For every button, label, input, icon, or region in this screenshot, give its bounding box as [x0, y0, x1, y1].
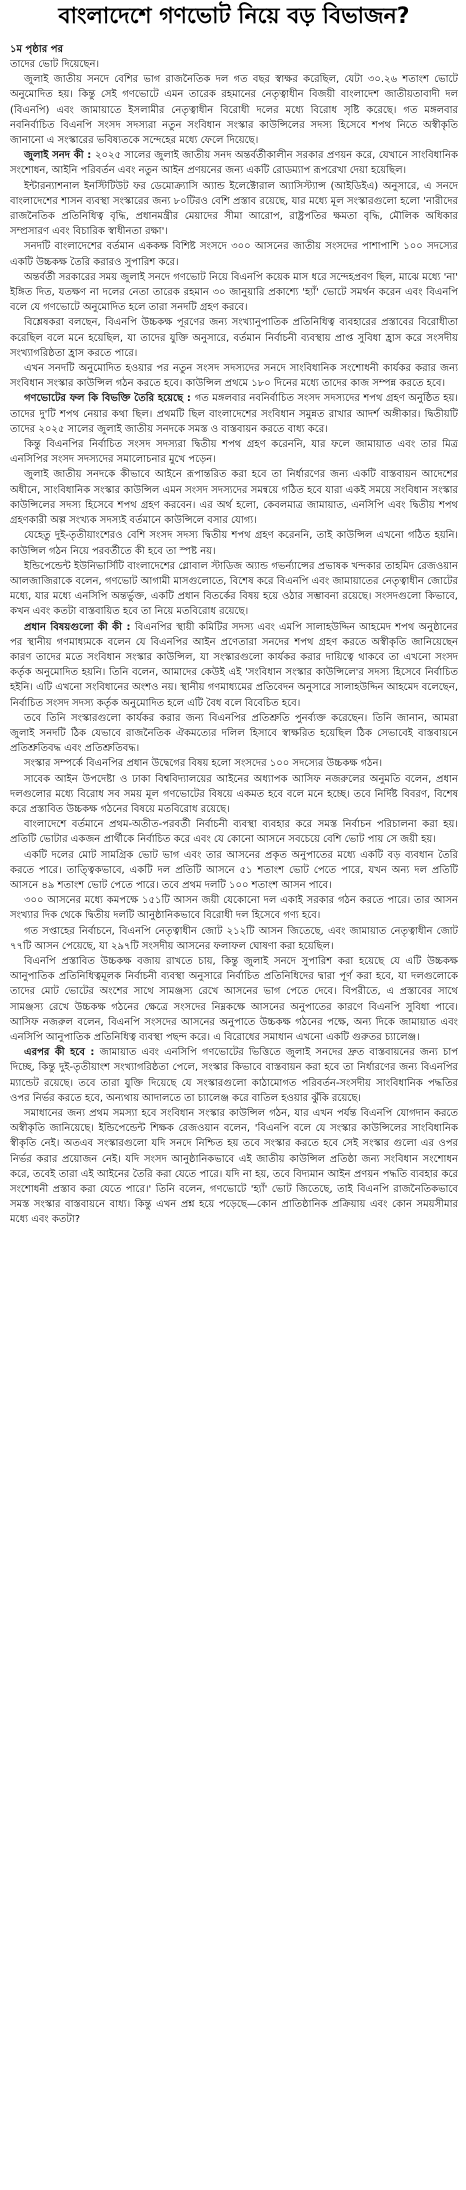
paragraph-text: একটি দলের মোট সামগ্রিক ভোট ভাগ এবং তার আসনের প্রকৃত অনুপাতের মধ্যে একটি বড় ব্যবধান তৈরি করতে পারে। তাত্ত্বিকভাবে, একটি দল প্রতিটি আসনে ৫১ শতাংশ ভোট পেতে পারে, যখন অন্য দল প্রতিটি আসনে ৪৯ শতাংশ ভোট পেতে পারে। তবে প্রথম দলটি ১০০ শতাংশ আসন পাবে।	[10, 849, 458, 891]
paragraph-text: সনদটি বাংলাদেশের বর্তমান এককক্ষ বিশিষ্ট সংসদে ৩০০ আসনের জাতীয় সংসদের পাশাপাশি ১০০ সদস্যের একটি উচ্চকক্ষ তৈরি করারও সুপারিশ করে।	[10, 241, 458, 268]
paragraph-text: এখন সনদটি অনুমোদিত হওয়ার পর নতুন সংসদ সদস্যদের সনদে সাংবিধানিক সংশোধনী কার্যকর করার জন্য সংবিধান সংস্কার কাউন্সিল গঠন করতে হবে। কাউন্সিল প্রথমে ১৮০ দিনের মধ্যে তাদের কাজ সম্পন্ন করতে হবে।	[10, 363, 458, 390]
paragraph-text: বাংলাদেশে বর্তমানে প্রথম-অতীত-পরবর্তী নির্বাচনী ব্যবস্থা ব্যবহার করে সমস্ত নির্বাচন পরিচালনা করা হয়। প্রতিটি ভোটার একজন প্রার্থীকে নির্বাচিত করে এবং যে কোনো আসনে সবচেয়ে বেশি ভোট পায় সে জয়ী হয়।	[10, 819, 458, 846]
section-lead-heading: প্রধান বিষয়গুলো কী কী :	[24, 621, 135, 633]
paragraph-text: বিএনপির স্থায়ী কমিটির সদস্য এবং এমপি সালাহউদ্দিন আহমেদ শপথ অনুষ্ঠানের পর স্থানীয় গণমাধ্যমকে বলেন যে বিএনপির আইন প্রণেতারা সনদের শপথ গ্রহণ করতে অস্বীকৃতি জানিয়েছেন কারণ তাদের মতে সংবিধান সংস্কার কাউন্সিল, যা সংস্কারগুলো কার্যকর করার দায়িত্বে থাকবে তা এখনো সংসদ কর্তৃক অনুমোদিত হয়নি। তিনি বলেন, আমাদের কেউই এই 'সংবিধান সংস্কার কাউন্সিলে'র সদস্য হিসেবে নির্বাচিত হইনি। এটি এখনো সংবিধানের অংশও নয়। স্থানীয় গণমাধ্যমের প্রতিবেদন অনুসারে সালাহউদ্দিন আহমেদ বলেছেন, নির্বাচিত সংসদ সদস্য কর্তৃক অনুমোদিত হলে এটি বৈধ বলে বিবেচিত হবে।	[10, 621, 458, 709]
body-paragraph	[10, 239, 458, 269]
paragraph-text: যেহেতু দুই-তৃতীয়াংশেরও বেশি সংসদ সদস্য দ্বিতীয় শপথ গ্রহণ করেননি, তাই কাউন্সিল এখনো গঠিত হয়নি। কাউন্সিল গঠন নিয়ে পরবর্তীতে কী হবে তা স্পষ্ট নয়।	[10, 530, 458, 557]
body-paragraph	[10, 467, 458, 528]
body-paragraph	[10, 924, 458, 954]
continued-from-page-label: ১ম পৃষ্ঠার পর	[10, 44, 63, 55]
body-paragraph	[10, 772, 458, 818]
body-paragraph	[10, 848, 458, 894]
paragraph-text: সংস্কার সম্পর্কে বিএনপির প্রধান উদ্বেগের বিষয় হলো সংসদের ১০০ সদস্যের উচ্চকক্ষ গঠন।	[24, 758, 383, 770]
paragraph-text: সাবেক আইন উপদেষ্টা ও ঢাকা বিশ্ববিদ্যালয়ের আইনের অধ্যাপক আসিফ নজরুলের অনুমতি বলেন, প্রধান দলগুলোর মধ্যে বিরোধ সব সময় মূল গণভোটের বিষয়ে একমত হবে বলে মনে হচ্ছে। তবে নির্দিষ্ট বিবরণ, বিশেষ করে প্রস্তাবিত উচ্চকক্ষ গঠনের বিষয়ে মতবিরোধ রয়েছে।	[10, 773, 458, 815]
body-paragraph	[10, 72, 458, 148]
body-paragraph	[10, 361, 458, 391]
body-paragraph	[10, 1106, 458, 1228]
body-paragraph	[10, 756, 458, 771]
paragraph-text: অন্তর্বর্তী সরকারের সময় জুলাই সনদে গণভোট নিয়ে বিএনপি কয়েক মাস ধরে সন্দেহপ্রবণ ছিল, মাঝে মধ্যে 'না' ইঙ্গিত দিত, যতক্ষণ না দলের নেতা তারেক রহমান ৩০ জানুয়ারি প্রকাশ্যে 'হ্যাঁ' ভোটে সমর্থন করেন এবং বিএনপি বলে যে গণভোটে অনুমোদিত হলে তারা সনদটি গ্রহণ করবে।	[10, 271, 458, 314]
body-paragraph	[10, 57, 458, 72]
body-paragraph	[10, 437, 458, 467]
body-paragraph	[10, 528, 458, 558]
section-lead-heading: গণভোটের ফল কি বিভক্তি তৈরি হয়েছে :	[24, 393, 195, 405]
paragraph-text: বিএনপি প্রস্তাবিত উচ্চকক্ষ বজায় রাখতে চায়, কিন্তু জুলাই সনদে সুপারিশ করা হয়েছে যে এটি উচ্চকক্ষ আনুপাতিক প্রতিনিধিত্বমূলক নির্বাচনী ব্যবস্থা অনুসারে নির্বাচিত প্রতিনিধিদের দ্বারা পূর্ণ করা হবে, যা দলগুলোকে তাদের মোট ভোটের অংশের সাথে সামঞ্জস্য রেখে আসনের ভাগ পেতে দেবে। বিপরীতে, এ প্রস্তাবের সাথে সামঞ্জস্য রেখে উচ্চকক্ষ গঠনের ক্ষেত্রে সংসদের নিম্নকক্ষে আসনের অনুপাতের কারণে বিএনপি সুবিধা পাবে। আসিফ নজরুল বলেন, বিএনপি সংসদের আসনের অনুপাতে উচ্চকক্ষ গঠনের পক্ষে, অন্য দিকে জামায়াত এবং এনসিপি আনুপাতিক প্রতিনিধিত্ব ব্যবস্থা পছন্দ করে। এ বিরোধের সমাধান এখনো একটি গুরুতর চ্যালেঞ্জ।	[10, 955, 458, 1043]
paragraph-text: গত সপ্তাহের নির্বাচনে, বিএনপি নেতৃত্বাধীন জোট ২১২টি আসন জিতেছে, এবং জামায়াত নেতৃত্বাধীন জোট ৭৭টি আসন পেয়েছে, যা ২৯৭টি সংসদীয় আসনের ফলাফল ঘোষণা করা হয়েছিল।	[10, 925, 458, 952]
section-paragraph	[10, 391, 458, 437]
section-lead-heading: এরপর কী হবে :	[24, 1047, 100, 1059]
paragraph-text: জামায়াত এবং এনসিপি গণভোটের ভিত্তিতে জুলাই সনদের দ্রুত বাস্তবায়নের জন্য চাপ দিচ্ছে, কিন্তু দুই-তৃতীয়াংশ সংখ্যাগরিষ্ঠতা পেলে, সংস্কার কিভাবে বাস্তবায়ন করা হবে তা নির্ধারণের জন্য বিএনপির ম্যান্ডেট রয়েছে। তবে তারা যুক্তি দিয়েছে যে সংস্কারগুলো কাঠামোগত পরিবর্তন-সংসদীয় সাংবিধানিক পদ্ধতির ওপর নির্ভর করতে হবে, অন্যথায় আদালতে তা চ্যালেঞ্জ করে বাতিল হওয়ার ঝুঁকি রয়েছে।	[10, 1047, 458, 1104]
paragraph-text: গত মঙ্গলবার নবনির্বাচিত সংসদ সদস্যদের শপথ গ্রহণ অনুষ্ঠিত হয়। তাদের দু'টি শপথ নেয়ার কথা ছিল। প্রথমটি ছিল বাংলাদেশের সংবিধান সমুন্নত রাখার আদর্শ অঙ্গীকার। দ্বিতীয়টি তাদের ২০২৫ সালের জুলাই জাতীয় সনদকে সমস্ত ও বাস্তবায়ন করতে বাধ্য করে।	[10, 393, 458, 435]
body-paragraph	[10, 954, 458, 1045]
body-paragraph	[10, 179, 458, 240]
section-paragraph	[10, 148, 458, 178]
body-paragraph	[10, 315, 458, 361]
paragraph-text: সমাধানের জন্য প্রথম সমস্যা হবে সংবিধান সংস্কার কাউন্সিল গঠন, যার এখন পর্যন্ত বিএনপি যোগদান করতে অস্বীকৃতি জানিয়েছে। ইন্ডিপেন্ডেন্ট শিক্ষক রেজওয়ান বলেন, 'বিএনপি বলে যে সংস্কার কাউন্সিলের সাংবিধানিক স্বীকৃতি নেই। অতএব সংস্কারগুলো যদি সনদে নিশ্চিত হয় তবে সংস্কার করতে হবে সেই সংস্কার গুলো এর ওপর নির্ভর করার প্রয়োজন নেই। যদি সংসদ আনুষ্ঠানিকভাবে এই জাতীয় কাউন্সিল প্রতিষ্ঠা জন্য সংবিধান সংশোধন করে, তবেই তারা এই আইনের তৈরি করা যেতে পারে। যদি না হয়, তবে বিদ্যমান আইন প্রণয়ন পদ্ধতি ব্যবহার করে সংশোধনী প্রস্তাব করা যেতে পারে।' তিনি বলেন, গণভোটে 'হ্যাঁ' ভোট জিতেছে, তাই বিএনপি রাজনৈতিকভাবে সমস্ত সংস্কার বাস্তবায়নে বাধ্য। কিন্তু এখন প্রশ্ন হয়ে পড়েছে—কোন প্রাতিষ্ঠানিক প্রক্রিয়ায় এবং কোন সময়সীমার মধ্যে এবং কতটা?	[10, 1108, 458, 1226]
paragraph-text: ইন্টারন্যাশনাল ইনস্টিটিউট ফর ডেমোক্র্যাসি অ্যান্ড ইলেক্টোরাল অ্যাসিস্ট্যান্স (আইডিইএ) অনুসারে, এ সনদে বাংলাদেশের শাসন ব্যবস্থা সংস্কারের জন্য ৮০টিরও বেশি প্রস্তাব রয়েছে, যার মধ্যে মূল সংস্কারগুলো হলো 'নারীদের রাজনৈতিক প্রতিনিধিত্ব বৃদ্ধি, প্রধানমন্ত্রীর মেয়াদের সীমা আরোপ, রাষ্ট্রপতির ক্ষমতা বৃদ্ধি, মৌলিক অধিকার সম্প্রসারণ এবং বিচারিক স্বাধীনতা রক্ষা'।	[10, 180, 458, 238]
body-paragraph	[10, 893, 458, 923]
newspaper-clipping	[10, 0, 458, 2190]
section-lead-heading: জুলাই সনদ কী :	[24, 150, 96, 162]
headline: বাংলাদেশে গণভোট নিয়ে বড় বিভাজন?	[58, 4, 410, 29]
paragraph-text: ৩০০ আসনের মধ্যে কমপক্ষে ১৫১টি আসন জয়ী যেকোনো দল একাই সরকার গঠন করতে পারে। তার আসন সংখ্যার দিক থেকে দ্বিতীয় দলটি আনুষ্ঠানিকভাবে বিরোধী দল হিসেবে গণ্য হবে।	[10, 895, 458, 922]
paragraph-text: কিন্তু বিএনপির নির্বাচিত সংসদ সদস্যরা দ্বিতীয় শপথ গ্রহণ করেননি, যার ফলে জামায়াত এবং তার মিত্র এনসিপির সংসদ সদস্যদের সমালোচনার মুখে পড়েন।	[10, 439, 458, 466]
paragraph-text: বিশ্লেষকরা বলছেন, বিএনপি উচ্চকক্ষ পূরণের জন্য সংখ্যানুপাতিক প্রতিনিধিত্ব ব্যবহারের প্রস্তাবের বিরোধীতা করেছিল বলে মনে হয়েছিল, যা তাদের যুক্তি অনুসারে, বর্তমান নির্বাচনী ব্যবস্থায় প্রাপ্ত সুবিধা হ্রাস করে সংসদীয় সংখ্যাগরিষ্ঠতা হ্রাস করতে পারে।	[10, 317, 458, 359]
body-paragraph	[10, 559, 458, 620]
body-paragraph	[10, 270, 458, 316]
body-paragraph	[10, 711, 458, 757]
paragraph-text: তবে তিনি সংস্কারগুলো কার্যকর করার জন্য বিএনপির প্রতিশ্রুতি পুনর্ব্যক্ত করেছেন। তিনি জানান, আমরা জুলাই সনদটি ঠিক যেভাবে রাজনৈতিক ঐকমত্যের দলিল হিসাবে স্বাক্ষরিত হয়েছিল ঠিক সেভাবেই বাস্তবায়নে প্রতিশ্রুতিবদ্ধ এবং প্রতিশ্রুতিবদ্ধ।	[10, 712, 458, 755]
paragraph-text: জুলাই জাতীয় সনদে বেশির ভাগ রাজনৈতিক দল গত বছর স্বাক্ষর করেছিল, যেটা ৩০.২৬ শতাংশ ভোটে অনুমোদিত হয়। কিন্তু সেই গণভোটে এমন তারেক রহমানের নেতৃত্বাধীন বিজয়ী বাংলাদেশ জাতীয়তাবাদী দল (বিএনপি) এবং জামায়াতে ইসলামীর নেতৃত্বাধীন বিরোধী দলের মধ্যে বিরোধ সৃষ্টি করেছে। গত মঙ্গলবার নবনির্বাচিত বিএনপি সংসদ সদস্যরা নতুন সংবিধান সংস্কার কাউন্সিলের সদস্য হিসেবে শপথ নিতে অস্বীকৃতি জানানো এ সংস্কারের ভবিষ্যতকে সন্দেহের মধ্যে ফেলে দিয়েছে।	[10, 74, 458, 147]
paragraph-text: ইন্ডিপেন্ডেন্ট ইউনিভার্সিটি বাংলাদেশের গ্লোবাল স্টাডিজ অ্যান্ড গভর্ন্যান্সের প্রভাষক খন্দকার তাহমিদ রেজওয়ান আলজাজিরাকে বলেন, গণভোট আগামী মাসগুলোতে, বিশেষ করে বিএনপি এবং জামায়াতের নেতৃত্বাধীন জোটের মধ্যে, যার মধ্যে এনসিপি অন্তর্ভুক্ত, একটি প্রধান বিতর্কের বিষয় হয়ে ওঠার সম্ভাবনা রয়েছে। সংসদগুলো কিভাবে, কখন এবং কতটা বাস্তবায়িত হবে তা নিয়ে মতবিরোধ রয়েছে।	[10, 560, 458, 618]
body-paragraph	[10, 817, 458, 847]
section-paragraph	[10, 620, 458, 711]
paragraph-text: জুলাই জাতীয় সনদকে কীভাবে আইনে রূপান্তরিত করা হবে তা নির্ধারণের জন্য একটি বাস্তবায়ন আদেশের অধীনে, সাংবিধানিক সংস্কার কাউন্সিল এমন সংসদ সদস্যদের সমন্বয়ে গঠিত হবে যারা একই সময়ে সংবিধান সংস্কার কাউন্সিলের সদস্য হিসেবে শপথ গ্রহণ করবেন। এর অর্থ হলো, কেবলমাত্র জামায়াত, এনসিপি এবং দ্বিতীয় শপথ গ্রহণকারী অল্প সংখ্যক সদস্যই বর্তমানে কাউন্সিলে বসার যোগ্য।	[10, 469, 458, 527]
paragraph-text: ২০২৫ সালের জুলাই জাতীয় সনদ অন্তর্বর্তীকালীন সরকার প্রণয়ন করে, যেখানে সাংবিধানিক সংশোধন, আইনি পরিবর্তন এবং নতুন আইন প্রণয়নের জন্য একটি রোডম্যাপ রূপরেখা দেয়া হয়েছিল।	[10, 150, 458, 177]
paragraph-text: তাদের ভোট দিয়েছেন।	[10, 59, 100, 70]
section-paragraph	[10, 1045, 458, 1106]
article-body	[10, 57, 458, 1228]
